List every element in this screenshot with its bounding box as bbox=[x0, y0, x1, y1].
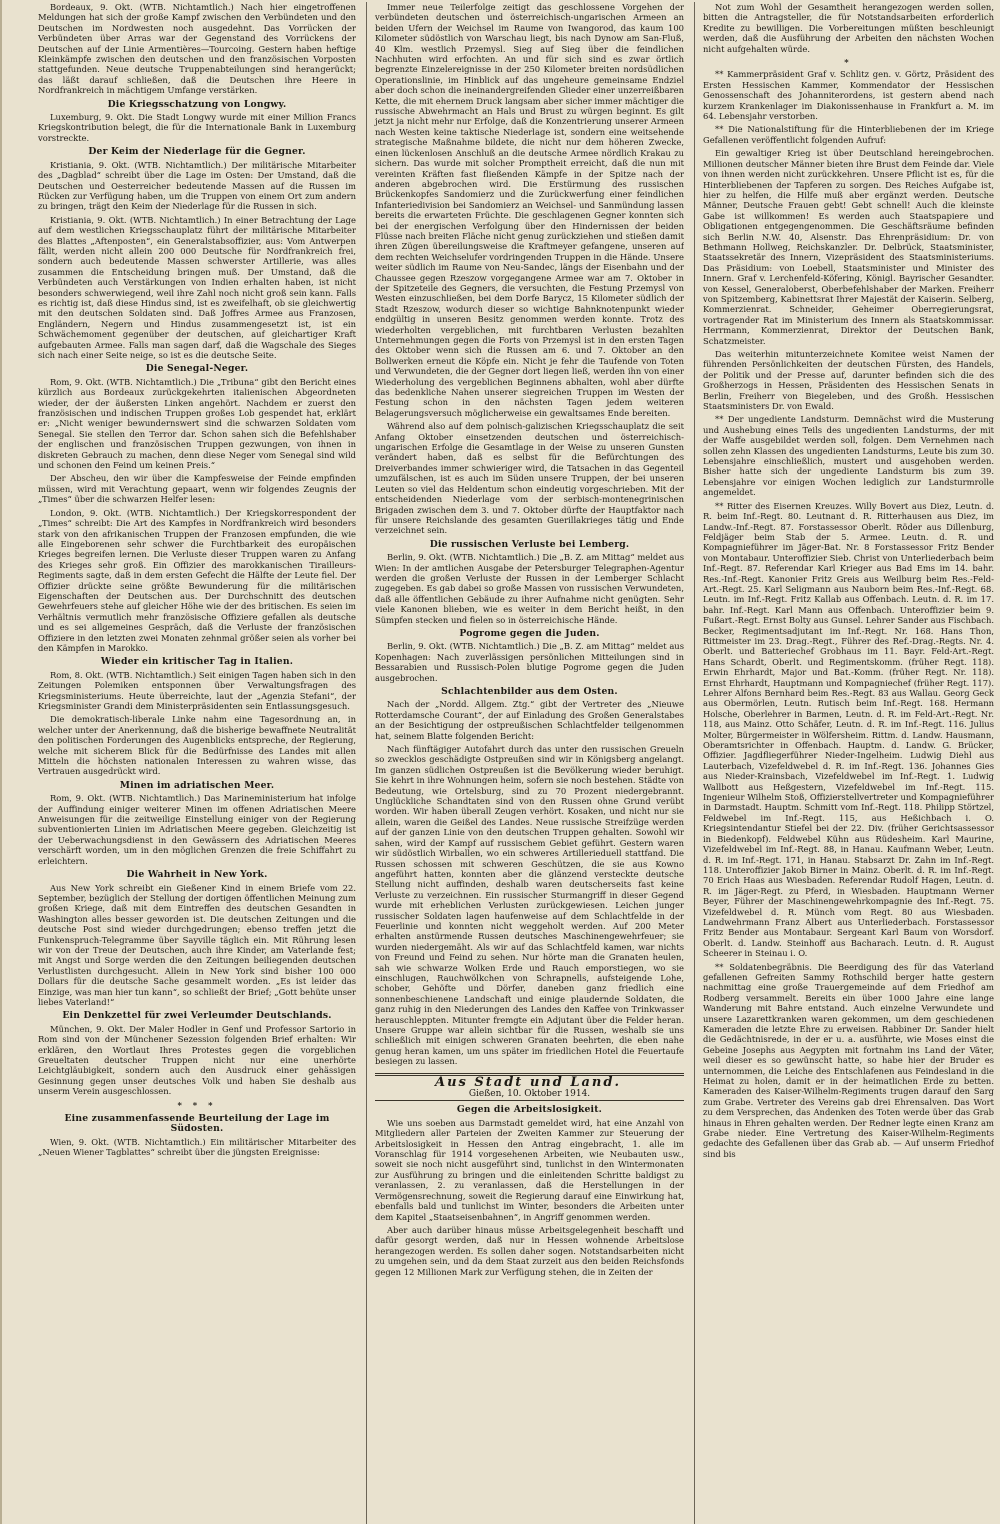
article-london-times: London, 9. Okt. (WTB. Nichtamtlich.) Der Kriegskorrespondent der „Times“ schreibt: Die Art des Kampfes in Nordfrankreich wird besonders stark von den afrikanischen Truppen der Franzosen empfunden, die wie alle Eingeborenen sehr schwer die Furchtbarkeit des europäischen Krieges begreifen lernen. Die Verluste dieser Truppen waren zu Anfang des Krieges sehr groß. Ein Offizier des marokkanischen Tirailleurs-Regiments sagte, daß in dem ersten Gefecht die Hälfte der Leute fiel. Der Offizier drückte seine größte Bewunderung für die militärischen Eigenschaften der Deutschen aus. Der Durchschnitt des deutschen Gewehrfeuers stehe auf gleicher Höhe wie der des britischen. Es seien im Verhältnis vermutlich mehr französische Offiziere gefallen als deutsche und es sei allgemeines Gespräch, daß die Verluste der französischen Offiziere in den letzten zwei Monaten zehnmal größer seien als vorher bei den Kämpfen in Marokko. bbox=[38, 507, 356, 653]
article-nationalstiftung: ** Die Nationalstiftung für die Hinterbliebenen der im Kriege Gefallenen veröffentlicht folgenden Aufruf: bbox=[703, 124, 994, 145]
section-dateline: Gießen, 10. Oktober 1914. bbox=[468, 1089, 591, 1100]
section-header bbox=[375, 1073, 684, 1102]
headline-denkzettel: Ein Denkzettel für zwei Verleumder Deutschlands. bbox=[62, 1010, 332, 1022]
article-muenchen: München, 9. Okt. Der Maler Hodler in Genf und Professor Sartorio in Rom sind von der Münchener Sezession folgenden Brief erhalten: Wir erklären, den Wortlaut Ihres Protestes gegen die vorgeblichen Greueltaten deutscher Truppen nicht nur eine unerhörte Leichtgläubigkeit, sondern auch den Ausdruck einer gehässigen Gesinnung gegen unser deutsches Volk und haben Sie deshalb aus unserm Verein ausgeschlossen. bbox=[38, 1023, 356, 1097]
separator-stars: * * * bbox=[177, 1099, 217, 1110]
column-middle bbox=[366, 2, 684, 1524]
article-arbeitslosigkeit-1: Wie uns soeben aus Darmstadt gemeldet wird, hat eine Anzahl von Mitgliedern aller Parteien der Zweiten Kammer zur Steuerung der Arbeitslosigkeit in Hessen den Antrag eingebracht, 1. alle im Voranschlag für 1914 vorgesehenen Arbeiten, wie Neubauten usw., soweit sie noch nicht ausgeführt sind, tunlichst in den Wintermonaten zur Ausführung zu bringen und die einleitenden Schritte baldigst zu veranlassen, 2. zu veranlassen, daß die Herstellungen in der Vermögensrechnung, soweit die Regierung darauf eine Einwirkung hat, ebenfalls bald und tunlichst im Winter, besonders die Arbeiten unter dem Kapitel „Staatseisenbahnen“, in Angriff genommen werden. bbox=[375, 1117, 684, 1222]
article-notstand: Not zum Wohl der Gesamtheit herangezogen werden sollen, bitten die Antragsteller, die für Notstandsarbeiten erforderlich Kredite zu bewilligen. Die Vorbereitungen müßten beschleunigt werden, daß die Ausführung der Arbeiten den nächsten Wochen nicht aufgehalten würde. bbox=[703, 2, 994, 54]
headline-suedosten: Eine zusammenfassende Beurteilung der Lage im Südosten. bbox=[64, 1113, 330, 1135]
section-title: Aus Stadt und Land. bbox=[435, 1074, 621, 1090]
article-lemberg: Berlin, 9. Okt. (WTB. Nichtamtlich.) Die „B. Z. am Mittag“ meldet aus Wien: In der amtlichen Ausgabe der Petersburger Telegraphen-Agentur werden die großen Verluste der Russen in der Lemberger Schlacht zugegeben. Es gab dabei so große Massen von russischen Verwundeten, daß alle öffentlichen Gebäude zu ihrer Aufnahme nicht genügten. Sehr viele Kanonen blieben, wie es weiter in dem Bericht heißt, in den Sümpfen stecken und fielen so in österreichische Hände. bbox=[375, 552, 684, 625]
article-abscheu: Der Abscheu, den wir über die Kampfesweise der Feinde empfinden müssen, wird mit Verachtung gepaart, wenn wir folgendes Zeugnis der „Times“ über die schwarzen Helfer lesen: bbox=[38, 473, 356, 505]
column-left bbox=[38, 2, 356, 1524]
headline-new-york: Die Wahrheit in New York. bbox=[126, 869, 268, 881]
article-schlachtenbilder-intro: Nach der „Nordd. Allgem. Ztg.“ gibt der Vertreter des „Nieuwe Rotterdamsche Courant“, der auf Einladung des Großen Generalstabes an der Besichtigung der ostpreußischen Schlachtfelder teilgenommen hat, seinem Blatte folgenden Bericht: bbox=[375, 699, 684, 741]
headline-longwy: Die Kriegsschatzung von Longwy. bbox=[107, 98, 287, 110]
headline-pogrome: Pogrome gegen die Juden. bbox=[459, 627, 600, 639]
article-schlachtenbilder: Nach fünftägiger Autofahrt durch das unter den russischen Greueln so zwecklos geschädigte Ostpreußen sind wir in Königsberg angelangt. Im ganzen südlichen Ostpreußen ist die Bevölkerung wieder beruhigt. Sie kehrt in ihre Wohnungen heim, sofern sie noch bestehen. Städte von Bedeutung, wie Ortelsburg, sind zu 70 Prozent niedergebrannt. Unglückliche Schandtaten sind von den Russen ohne Grund verübt worden. Wir haben überall Zeugen verhört. Kosaken, und nicht nur sie allein, waren die Geißel des Landes. Neue russische Streifzüge werden auf der ganzen Linie von den deutschen Truppen gehalten. Sowohl wir sahen, wird der Kampf auf russischem Gebiet geführt. Gestern waren wir südöstlich Wirballen, wo ein schweres Artillerieduell stattfand. Die Russen schossen mit schweren Geschützen, die sie aus Kowno angeführt hatten, konnten aber die glänzend versteckte deutsche Stellung nicht auffinden, deshalb waren deutscherseits fast keine Verluste zu verzeichnen. Ein russischer Sturmangriff in dieser Gegend wurde mit erheblichen Verlusten zurückgewiesen. Leichen junger russischer Soldaten lagen haufenweise auf dem Schlachtfelde in der Feuerlinie und konnten nicht weggeholt werden. Auf 200 Meter erhalten anstürmende Russen deutsches Maschinengewehrfeuer; sie wurden niedergemäht. Als wir auf das Schlachtfeld kamen, war nichts von Freund und Feind zu sehen. Nur hörte man die Granaten heulen, sah wie schwarze Wolken Erde und Rauch emporstiegen, wo sie einschlugen, Rauchwölkchen von Schrapnells, aufsteigende Lohe, schober, Gehöfte und Dörfer, daneben ganz friedlich eine sonnenbeschienene Landschaft und einige plaudernde Soldaten, die ganz ruhig in den Niederungen des Landes den Kaffee von Trinkwasser herauschleppten. Mitunter fremgte ein Adjutant über die Felder heran. Unsere Gruppe war allein sichtbar für die Russen, weshalb sie uns schließlich mit einigen schweren Granaten beehrten, die eben nahe genug heran kamen, um uns später im friedlichen Hotel die Feuertaufe besiegen zu lassen. bbox=[375, 744, 684, 1067]
headline-italien: Wieder ein kritischer Tag in Italien. bbox=[100, 656, 294, 668]
article-rom-grandi: Rom, 8. Okt. (WTB. Nichtamtlich.) Seit einigen Tagen haben sich in den Zeitungen Polemiken entsponnen über Verwaltungsfragen des Kriegsministeriums. Heute überreichte, laut der „Agenzia Stefani“, der Kriegsminister Grandi dem Ministerpräsidenten sein Entlassungsgesuch. bbox=[38, 669, 356, 711]
article-linke: Die demokratisch-liberale Linke nahm eine Tagesordnung an, in welcher unter der Anerkennung, daß die bisherige bewaffnete Neutralität den politischen Forderungen des Augenblicks entspreche, der Regierung, welche mit sicherem Blick für die Bedürfnisse des Landes mit allen Mitteln die höchsten nationalen Interessen zu wahren wisse, das Vertrauen ausgedrückt wird. bbox=[38, 714, 356, 777]
column-right bbox=[694, 2, 994, 1524]
article-wien: Wien, 9. Okt. (WTB. Nichtamtlich.) Ein militärischer Mitarbeiter des „Neuen Wiener Tagblattes“ schreibt über die jüngsten Ereignisse: bbox=[38, 1136, 356, 1158]
article-soldatenbegraebnis: ** Soldatenbegräbnis. Die Beerdigung des für das Vaterland gefallenen Gefreiten Sammy Rothschild berger hatte gestern nachmittag eine große Trauergemeinde auf dem Friedhof am Rodberg versammelt. Bereits ein über 1000 Jahre eine lange Wanderung mit Bahre entstand. Auch einzelne Verwundete und unsere Lazarettkranken waren gekommen, um dem geschiedenen Kameraden die letzte Ehre zu erweisen. Rabbiner Dr. Sander hielt die Gedächtnisrede, in der er u. a. ausführte, wie Moses einst die Gebeine Josephs aus Aegypten mit fortnahm ins Land der Väter, weil dieser es so gewünscht hatte, so habe hier der Bruder es unternommen, die Leiche des Entschlafenen aus Feindesland in die Heimat zu holen, damit er in der heimatlichen Erde zu betten. Kameraden des Kaiser-Wilhelm-Regiments trugen darauf den Sarg zum Grabe. Vertreter des Vereins gab drei Ehrensalven. Das Wort zu dem Versprechen, das Andenken des Toten werde über das Grab hinaus in Ehren gehalten werden. Der Redner legte einen Kranz am Grabe nieder. Eine Vertretung des Kaiser-Wilhelm-Regiments gedachte des Gefallenen über das Grab ab. — Auf unserm Friedhof sind bis bbox=[703, 961, 994, 1159]
article-arbeitslosigkeit-2: Aber auch darüber hinaus müsse Arbeitsgelegenheit beschafft und dafür gesorgt werden, daß nur in Hessen wohnende Arbeitslose herangezogen werden. Es sollen daher sogen. Notstandsarbeiten nicht zu umgehen sein, und da dem Staat zurzeit aus den beiden Reichsfonds gegen 12 Millionen Mark zur Verfügung stehen, die in Zeiten der bbox=[375, 1224, 684, 1277]
headline-senegal: Die Senegal-Neger. bbox=[145, 363, 249, 375]
article-rom-tribuna: Rom, 9. Okt. (WTB. Nichtamtlich.) Die „Tribuna“ gibt den Bericht eines kürzlich aus Bordeaux zurückgekehrten italienischen Abgeordneten wieder, der der äußersten Linken angehört. Nachdem er zuerst den französischen und indischen Truppen großes Lob gespendet hat, erklärt er: „Nicht weniger bewundernswert sind die schwarzen Soldaten vom Senegal. Sie stellen den Terror dar. Schon sahen sich die Befehlshaber der englischen und französischen Truppen gezwungen, von ihnen in diskreten Gebrauch zu machen, denn diese Neger vom Senegal sind wild und schonen den Feind um keinen Preis.“ bbox=[38, 376, 356, 471]
article-landsturm: ** Der ungediente Landsturm. Demnächst wird die Musterung und Aushebung eines Teils des ungedienten Landsturms, der mit der Waffe ausgebildet werden soll, folgen. Dem Vernehmen nach sollen zehn Klassen des ungedienten Landsturms, Leute bis zum 30. Lebensjahre einschließlich, mustert und ausgehoben werden. Bisher hatte sich der ungediente Landsturm bis zum 39. Lebensjahre vor einigen Wochen lediglich zur Landsturmrolle angemeldet. bbox=[703, 414, 994, 498]
article-graf-schlitz: ** Kammerpräsident Graf v. Schlitz gen. v. Görtz, Präsident des Ersten Hessischen Kammer, Kommendator der Hessischen Genossenschaft des Johanniterordens, ist gestern abend nach kurzem Krankenlager im Diakonissenhause in Frankfurt a. M. im 64. Lebensjahr verstorben. bbox=[703, 69, 994, 122]
article-kristiania-1: Kristiania, 9. Okt. (WTB. Nichtamtlich.) Der militärische Mitarbeiter des „Dagblad“ schreibt über die Lage im Osten: Der Umstand, daß die Deutschen und Oesterreicher bedeutende Massen auf die Russen im Rücken zur Verfügung haben, um die Truppen von einem Ort zum andern zu bringen, trägt den Keim der Niederlage für die Russen in sich. bbox=[38, 159, 356, 212]
headline-lemberg: Die russischen Verluste bei Lemberg. bbox=[429, 538, 630, 550]
article-weichsel: Immer neue Teilerfolge zeitigt das geschlossene Vorgehen der verbündeten deutschen und österreichisch-ungarischen Armeen an beiden Ufern der Weichsel im Raume von Iwangorod, das kaum 100 Kilometer südöstlich von Warschau liegt, bis nach Dynow am San-Fluß, 40 Klm. westlich Przemysl. Sieg auf Sieg über die feindlichen Nachhuten wird erfochten. An und für sich sind es zwar örtlich begrenzte Einzelereignisse in der 250 Kilometer breiten nordsüdlichen Operationslinie, im Hinblick auf das ungeheure gemeinsame Endziel aber doch schon die ineinandergreifenden Glieder einer unzerreißbaren Kette, die mit ehernem Druck langsam aber sicher immer mächtiger die russische Abwehrmacht an Hals und Brust zu würgen beginnt. Es gilt jetzt ja nicht mehr nur Erfolge, daß die Konzentrierung unserer Armeen nach Westen keine taktische Niederlage ist, sondern eine weitsehende strategische Maßnahme bildete, die nicht nur dem höheren Zwecke, einen lückenlosen Anschluß an die deutsche Armee nördlich Krakau zu sichern. Das wurde mit solcher Promptheit erreicht, daß die nun mit vereinten Kräften fast fließenden Kämpfe in der Spitze nach der anderen abgebrochen wird. Die Erstürmung des russischen Brückenkopfes Sandomierz und die Zurückwerfung einer feindlichen Infanteriedivision bei Sandomierz an Weichsel- und Sanmündung lassen bereits die erwarteten Früchte. Die geschlagenen Gegner konnten sich bei der energischen Verfolgung über den Hindernissen der beiden Flüsse nach breiten Fläche nicht genug zurückziehen und stießen damit ihren Zügen übereilungsweise die Kraftmeyer gefangene, unseren auf dem rechten Weichselufer vordringenden Truppen in die Hände. Unsere weiter südlich im Raume von Neu-Sandec, längs der Eisenbahn und der Chaussee gegen Rzeszow vorgegangene Armee war am 7. Oktober in der Spitzeteile des Gegners, die versuchten, die Festung Przemysl von Westen einzuschließen, bei dem Dorfe Barycz, 15 Kilometer südlich der Stadt Rzeszow, wodurch dieser so wichtige Bahnknotenpunkt wieder endgültig in unseren Besitz genommen werden konnte. Trotz des wiederholten vergeblichen, mit furchtbaren Verlusten bezahlten Unternehmungen gegen die Forts von Przemysl ist in den ersten Tagen des Oktober wenn sich die Russen am 6. und 7. Oktober an den Bollwerken erneut die Köpfe ein. Nicht je fehr die Taufende von Toten und Verwundeten, die der Gegner dort liegen ließ, werden ihn von einer Wiederholung des vergeblichen Beginnens abhalten, wohl aber dürfte das bedenkliche Nahen unserer siegreichen Truppen im Westen der Festung schon in den nächsten Tagen jedem weiteren Belagerungsversuch möglicherweise ein gewaltsames Ende bereiten. bbox=[375, 2, 684, 418]
headline-arbeitslosigkeit: Gegen die Arbeitslosigkeit. bbox=[456, 1104, 603, 1116]
article-eisernes-kreuz: ** Ritter des Eisernen Kreuzes. Willy Bovert aus Diez, Leutn. d. R. beim Inf.-Regt. 80. Leutnant d. R. Ritterhausen aus Diez, im Landw.-Inf.-Regt. 87. Forstassessor Oberlt. Röder aus Dillenburg, Feldjäger beim Stab der 5. Armee. Leutn. d. R. und Kompagnieführer im Jäger-Bat. Nr. 8 Forstassessor Fritz Bender von Montabaur. Unteroffizier Sieb. Christ von Unterliederbach beim Inf.-Regt. 87. Referendar Karl Krieger aus Bad Ems im 14. bahr. Res.-Inf.-Regt. Kanonier Fritz Greis aus Weilburg beim Res.-Feld-Art.-Regt. 25. Karl Seligmann aus Nauborn beim Res.-Inf.-Regt. 68. Leutn. im Inf.-Regt. Fritz Kallab aus Offenbach. Leutn. d. R. im 17. bahr. Inf.-Regt. Karl Mann aus Offenbach. Unteroffizier beim 9. Fußart.-Regt. Ernst Bolty aus Gunsel. Lehrer Sander aus Fischbach. Becker, Regimentsadjutant im Inf.-Regt. Nr. 168. Hans Thon, Rittmeister im 23. Drag.-Regt., Führer des Ref.-Drag.-Regts. Nr. 4. Oberlt. und Batteriechef Grobhaus im 11. Bayr. Feld-Art.-Regt. Hans Schardt, Oberlt. und Regimentskomm. (früher Regt. 118). Erwin Ehrhardt, Major und Bat.-Komm. (früher Regt. Nr. 118). Ernst Ehrhardt, Hauptmann und Kompagniechef (früher Regt. 117). Lehrer Alfons Bernhard beim Res.-Regt. 83 aus Wallau. Georg Geck aus Obermörlen, Leutn. Rutisch beim Inf.-Regt. 168. Hermann Holsche, Oberlehrer in Barmen, Leutn. d. R. im Feld-Art.-Regt. Nr. 118, aus Mainz. Otto Schäfer, Leutn. d. R. im Inf.-Regt. 116. Julius Molter, Bürgermeister in Wölfersheim. Rittm. d. Landw. Hausmann, Oberamtsrichter in Offenbach. Hauptm. d. Landw. G. Brücker, Offizier. Jagdfliegerführer Nieder-Ingelheim. Ludwig Diehl aus Lauterbach, Vizefeldwebel d. R. im Inf.-Regt. 136. Johannes Gies aus Nieder-Krainsbach, Vizefeldwebel im Inf.-Regt. 1. Ludwig Wallbott aus Heßgestern, Vizefeldwebel im Inf.-Regt. 115. Ingenieur Wilhelm Stoß, Offizierstellvertreter und Kompagnieführer in Darmstadt. Hauptm. Schmitt vom Inf.-Regt. 118. Philipp Störtzel, Feldwebel im Inf.-Regt. 115, aus Heßichbach i. O. Kriegsintendantur Stiefel bei der 22. Div. (früher Gerichtsassessor in Biedenkopf). Feldwebel Kühn aus Rüdesheim. Karl Maurine, Vizefeldwebel im Inf.-Regt. 88, in Hanau. Kaufmann Weber, Leutn. d. R. im Inf.-Regt. 171, in Hanau. Stabsarzt Dr. Zahn im Inf.-Regt. 118. Unteroffizier Jakob Birner in Mainz. Oberlt. d. R. im Inf.-Regt. 70 Erich Haas aus Wiesbaden. Referendar Rudolf Hagen, Leutn. d. R. im Jäger-Regt. zu Pferd, in Wiesbaden. Hauptmann Werner Beyer, Führer der Maschinengewehrkompagnie des Inf.-Regt. 75. Vizefeldwebel d. R. Münch vom Regt. 80 aus Wiesbaden. Landwehrmann Franz Albert aus Unterliederbach. Forstassessor Fritz Bender aus Montabaur. Sergeant Karl Baum von Worsdorf. Oberlt. d. Landw. Steinhoff aus Bacharach. Leutn. d. R. August Scheerer in Steinau i. O. bbox=[703, 500, 994, 959]
headline-keim-niederlage: Der Keim der Niederlage für die Gegner. bbox=[88, 146, 306, 158]
article-pogrome: Berlin, 9. Okt. (WTB. Nichtamtlich.) Die „B. Z. am Mittag“ meldet aus Kopenhagen: Nach zuverlässigen persönlichen Mitteilungen sind in Bessarabien und Russisch-Polen blutige Pogrome gegen die Juden ausgebrochen. bbox=[375, 641, 684, 683]
article-bordeaux: Bordeaux, 9. Okt. (WTB. Nichtamtlich.) Nach hier eingetroffenen Meldungen hat sich der große Kampf zwischen den Verbündeten und den Deutschen im Nordwesten noch ausgedehnt. Das Vorrücken der Verbündeten über Arras war der Gegenstand des Vorrückens der Deutschen auf der Linie Armentières—Tourcoing. Gestern haben heftige Kleinkämpfe zwischen den deutschen und den französischen Vorposten stattgefunden. Neue deutsche Truppenabteilungen sind herangerückt; das läßt darauf schließen, daß die Deutschen ihre Heere in Nordfrankreich in mächtigem Umfange verstärken. bbox=[38, 2, 356, 96]
headline-minen: Minen im adriatischen Meer. bbox=[119, 779, 275, 791]
article-aufruf: Ein gewaltiger Krieg ist über Deutschland hereingebrochen. Millionen deutscher Männer bieten ihre Brust dem Feinde dar. Viele von ihnen werden nicht zurückkehren. Unsere Pflicht ist es, für die Hinterbliebenen der Tapferen zu sorgen. Des Reiches Aufgabe ist, hier zu helfen, die Hilfe muß aber ergänzt werden. Deutsche Männer, Deutsche Frauen gebt! Gebt schnell! Auch die kleinste Gabe ist willkommen! Es werden auch Staatspapiere und Obligationen entgegengenommen. Die Geschäftsräume befinden sich Berlin N.W. 40, Alsenstr. Das Ehrenpräsidium: Dr. von Bethmann Hollweg, Reichskanzler. Dr. Delbrück, Staatsminister, Staatssekretär des Innern, Vizepräsident des Staatsministeriums. Das Präsidium: von Loebell, Staatsminister und Minister des Innern. Graf v. Lerchenfeld-Köfering, Königl. Bayrischer Gesandter. von Kessel, Generaloberst, Oberbefehlshaber der Marken. Freiherr von Spitzemberg, Kabinettsrat Ihrer Majestät der Kaiserin. Selberg, Kommerzienrat. Schneider, Geheimer Oberregierungsrat, vortragender Rat im Ministerium des Innern als Staatskommissar. Herrmann, Kommerzienrat, Direktor der Deutschen Bank, Schatzmeister. bbox=[703, 148, 994, 346]
article-new-york: Aus New York schreibt ein Gießener Kind in einem Briefe vom 22. September, bezüglich der Stellung der dortigen öffentlichen Meinung zum großen Kriege, daß mit dem Eintreffen des deutschen Gesandten in Washington alles besser geworden ist. Die deutschen Zeitungen und die deutsche Post sind wieder durchgedrungen; ebenso treffen jetzt die Funkenspruch-Telegramme über Sayville täglich ein. Mit Rührung lesen wir von der Treue der Deutschen, auch ihre Kinder, am Vaterlande fest; mit Angst und Sorge werden die den Zeitungen beiliegenden deutschen Verlustlisten durchgesucht. Allein in New York sind bisher 100 000 Dollars für die deutsche Sache gesammelt worden. „Es ist leider das Einzige, was man hier tun kann“, so schließt der Brief; „Gott behüte unser liebes Vaterland!“ bbox=[38, 882, 356, 1007]
article-minen: Rom, 9. Okt. (WTB. Nichtamtlich.) Das Marineministerium hat infolge der Auffindung einiger weiterer Minen im offenen Adriatischen Meere Anweisungen für die zeitweilige Einstellung einiger von der Regierung subventionierten Linien im Adriatischen Meere gegeben. Gleichzeitig ist der Ueberwachungsdienst in den Gewässern des Adriatischen Meeres verschärft worden, um in den möglichen Grenzen die freie Schiffahrt zu erleichtern. bbox=[38, 793, 356, 866]
page-edge-shadow bbox=[0, 0, 2, 1524]
article-kriegsschauplatz: Während also auf dem polnisch-galizischen Kriegsschauplatz die seit Anfang Oktober einsetzenden deutschen und österreichisch-ungarischen Erfolge die Gesamtlage in der Weise zu unseren Gunsten verändert haben, daß es selbst für die Befürchtungen des Dreiverbandes immer schwieriger wird, die Tatsachen in das Gegenteil umzufälschen, ist es auch im Süden unsere Truppen, der bei unseren Leuten so viel das Heldentum schon eindeutig vorgeschrieben. Mit der entscheidenden Niederlage vom der serbisch-montenegrinischen Brigaden zwischen dem 3. und 7. Oktober dürfte der Hauptfaktor nach für unsere Reichslande des gesamten Guerillakrieges tätig und Ende verzeichnet sein. bbox=[375, 421, 684, 536]
article-komitee: Das weiterhin mitunterzeichnete Komitee weist Namen der führenden Persönlichkeiten der deutschen Fürsten, des Handels, der Politik und der Presse auf, darunter befinden sich die des Großherzogs in Hessen, Präsidenten des Hessischen Senats in Berlin, Freiherr von Biegeleben, und des Großh. Hessischen Staatsministers Dr. von Ewald. bbox=[703, 349, 994, 412]
article-kristiania-2: Kristiania, 9. Okt. (WTB. Nichtamtlich.) In einer Betrachtung der Lage auf dem westlichen Kriegsschauplatz führt der militärische Mitarbeiter des Blattes „Aftenposten“, ein Generalstabsoffizier, aus: Vom Antwerpen fällt, werden nicht allein 200 000 Deutsche für Nordfrankreich frei, sondern auch bedeutende Massen schwerster Artillerie, was alles zusammen die Entscheidung bringen muß. Der Umstand, daß die Verbündeten auch Verstärkungen von Indien erhalten haben, ist nicht besonders schwerwiegend, weil ihre Zahl noch nicht groß sein kann. Falls es richtig ist, daß diese Hindus sind, ist es zweifelhaft, ob sie gleichwertig mit den deutschen Soldaten sind. Daß Joffres Armee aus Franzosen, Engländern, Negern und Hindus zusammengesetzt ist, ist ein Schwächemoment gegenüber der deutschen, auf gleichartiger Kraft aufgebauten Armee. Falls man sagen darf, daß die Wagschale des Sieges sich nach einer Seite neige, so ist es die deutsche Seite. bbox=[38, 214, 356, 360]
article-longwy: Luxemburg, 9. Okt. Die Stadt Longwy wurde mit einer Million Francs Kriegskontribution belegt, die für die Internationale Bank in Luxemburg vorstreckte. bbox=[38, 112, 356, 143]
separator-star: * bbox=[844, 57, 853, 68]
headline-schlachtenbilder: Schlachtenbilder aus dem Osten. bbox=[441, 686, 618, 697]
